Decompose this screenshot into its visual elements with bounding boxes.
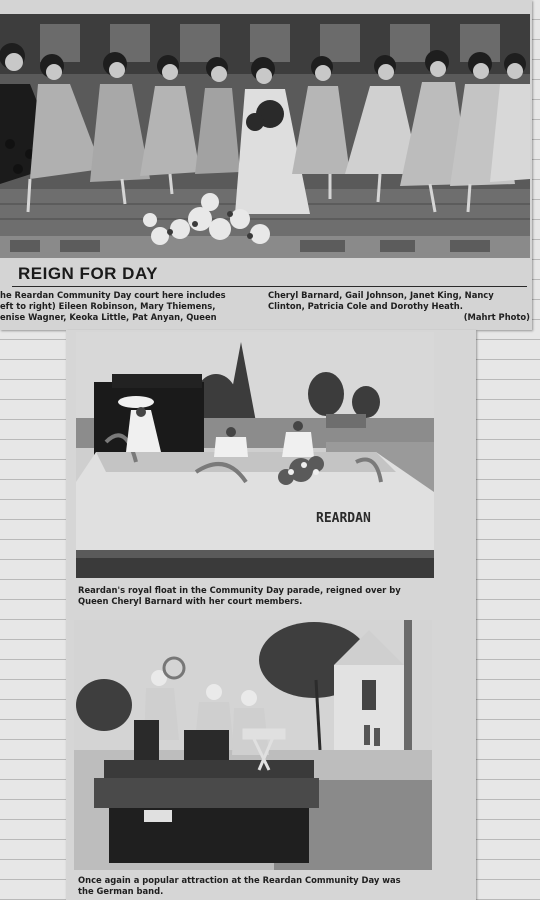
caption-line: Reardan's royal float in the Community Day parade, reigned over by	[78, 585, 401, 595]
headline-rule	[12, 286, 527, 287]
caption-line: Clinton, Patricia Cole and Dorothy Heath.	[268, 301, 463, 311]
caption-line: Cheryl Barnard, Gail Johnson, Janet King, Nancy	[268, 290, 494, 300]
headline: REIGN FOR DAY	[18, 264, 159, 283]
band-caption	[78, 875, 438, 897]
float-sign-text: REARDAN	[316, 511, 371, 526]
court-caption-right	[268, 290, 530, 323]
caption-line: Queen Cheryl Barnard with her court members.	[78, 596, 303, 606]
caption-line: eft to right) Eileen Robinson, Mary Thiemens,	[0, 301, 216, 311]
court-caption-left	[0, 290, 258, 323]
caption-line: enise Wagner, Keoka Little, Pat Anyan, Queen	[0, 312, 217, 322]
german-band-photo	[74, 620, 432, 870]
caption-line: he Reardan Community Day court here includes	[0, 290, 226, 300]
float-caption	[78, 585, 438, 607]
court-group-photo	[0, 14, 530, 258]
photo-credit: (Mahrt Photo)	[463, 312, 530, 322]
caption-line: the German band.	[78, 886, 164, 896]
parade-float-photo	[76, 332, 434, 578]
caption-line: Once again a popular attraction at the Reardan Community Day was	[78, 875, 401, 885]
